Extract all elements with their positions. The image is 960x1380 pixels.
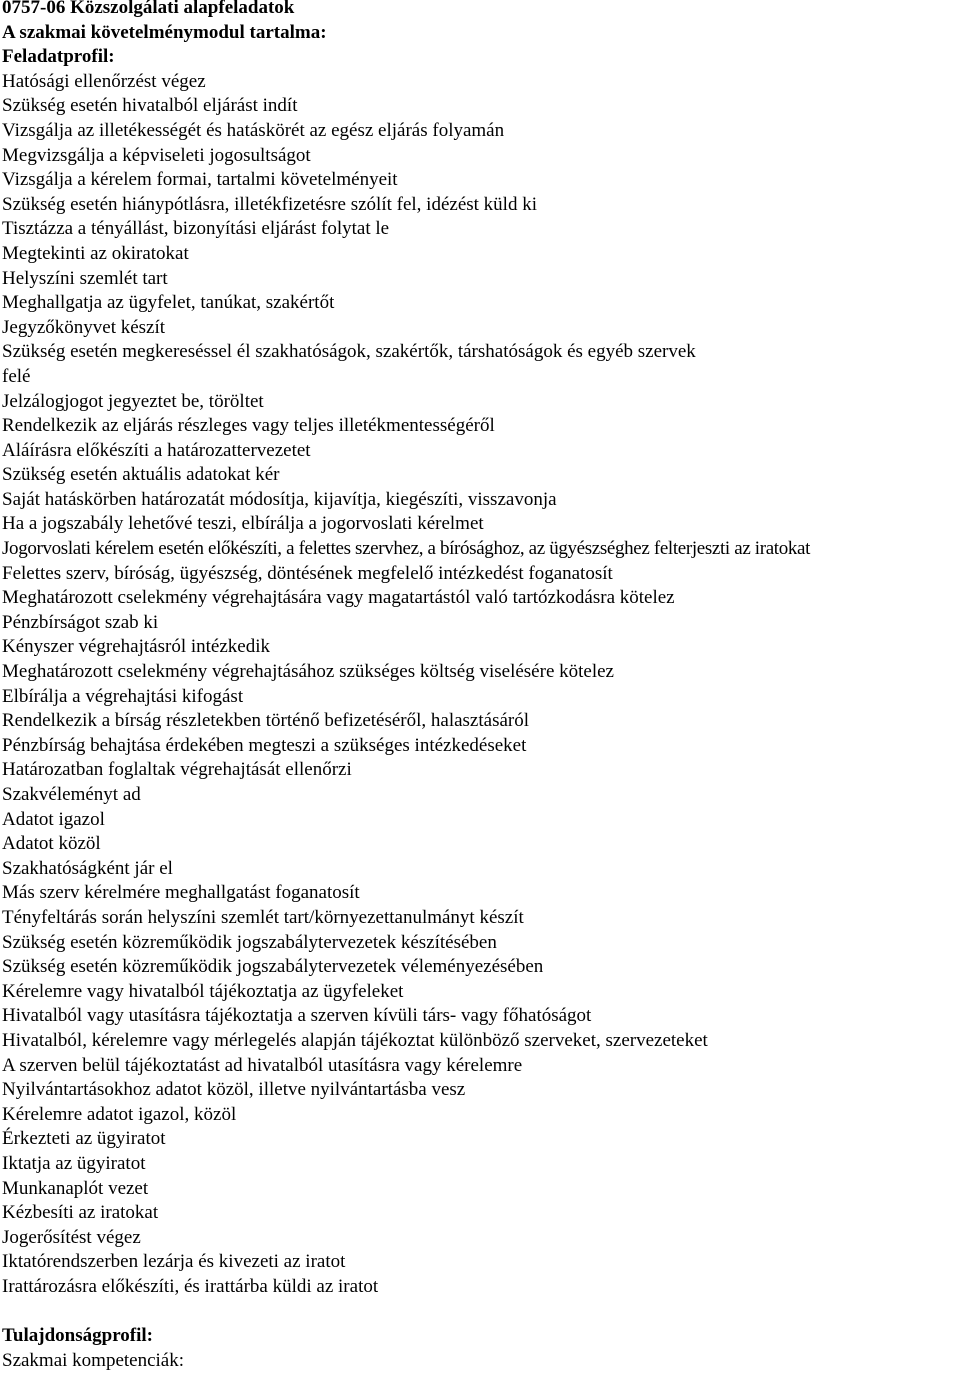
task-item: Hatósági ellenőrzést végez	[2, 70, 206, 92]
task-item: Jegyzőkönyvet készít	[2, 316, 166, 338]
task-item: Határozatban foglaltak végrehajtását ellenőrzi	[2, 759, 352, 781]
task-item: Rendelkezik az eljárás részleges vagy teljes illetékmentességéről	[2, 415, 495, 437]
task-item: Meghatározott cselekmény végrehajtásához szükséges költség viselésére kötelez	[2, 661, 614, 683]
task-list	[2, 70, 958, 1300]
task-item: Szükség esetén hivatalból eljárást indít	[2, 95, 298, 117]
task-item: Kézbesíti az iratokat	[2, 1202, 159, 1224]
task-item: Szükség esetén aktuális adatokat kér	[2, 464, 280, 486]
property-profile-heading: Tulajdonságprofil:	[2, 1325, 153, 1347]
task-item: Kérelemre vagy hivatalból tájékoztatja az ügyfeleket	[2, 980, 404, 1002]
task-item: Elbírálja a végrehajtási kifogást	[2, 685, 244, 707]
task-item: Adatot közöl	[2, 833, 101, 855]
task-item: Jogerősítést végez	[2, 1226, 141, 1248]
task-item: Jelzálogjogot jegyeztet be, töröltet	[2, 390, 264, 412]
task-item: Tisztázza a tényállást, bizonyítási eljárást folytat le	[2, 218, 390, 240]
module-title: 0757-06 Közszolgálati alapfeladatok	[2, 0, 295, 18]
module-content-heading: A szakmai követelménymodul tartalma:	[2, 21, 327, 43]
task-item: Hivatalból, kérelemre vagy mérlegelés alapján tájékoztat különböző szerveket, szervezeteket	[2, 1029, 708, 1051]
task-item: Munkanaplót vezet	[2, 1177, 149, 1199]
task-item: Más szerv kérelmére meghallgatást foganatosít	[2, 882, 360, 904]
task-item: Szakhatóságként jár el	[2, 857, 173, 879]
task-item: Érkezteti az ügyiratot	[2, 1128, 166, 1150]
task-item: Tényfeltárás során helyszíni szemlét tart/környezettanulmányt készít	[2, 906, 524, 928]
task-item: Hivatalból vagy utasításra tájékoztatja a szerven kívüli társ- vagy főhatóságot	[2, 1005, 592, 1027]
task-item: Nyilvántartásokhoz adatot közöl, illetve nyilvántartásba vesz	[2, 1079, 466, 1101]
task-item: Szakvéleményt ad	[2, 784, 141, 805]
task-item: Saját hatáskörben határozatát módosítja, kijavítja, kiegészíti, visszavonja	[2, 488, 557, 510]
task-item: Szükség esetén hiánypótlásra, illetékfizetésre szólít fel, idézést küld ki	[2, 193, 537, 215]
task-item: Adatot igazol	[2, 808, 105, 830]
task-item: Rendelkezik a bírság részletekben történő befizetéséről, halasztásáról	[2, 710, 530, 732]
task-item: Szükség esetén közreműködik jogszabálytervezetek készítésében	[2, 931, 497, 953]
task-item: Pénzbírság behajtása érdekében megteszi a szükséges intézkedéseket	[2, 734, 527, 756]
task-item: Meghallgatja az ügyfelet, tanúkat, szakértőt	[2, 292, 335, 314]
task-item: Szükség esetén megkereséssel él szakhatóságok, szakértők, társhatóságok és egyéb szervek	[2, 341, 696, 363]
task-item: Iktatórendszerben lezárja és kivezeti az iratot	[2, 1251, 346, 1273]
task-item: Felettes szerv, bíróság, ügyészség, döntésének megfelelő intézkedést foganatosít	[2, 562, 613, 584]
task-item: Helyszíni szemlét tart	[2, 267, 168, 289]
task-item: Jogorvoslati kérelem esetén előkészíti, a felettes szervhez, a bírósághoz, az ügyészséghez felterjeszti az iratokat	[2, 538, 811, 560]
task-item: Szükség esetén közreműködik jogszabálytervezetek véleményezésében	[2, 956, 544, 978]
task-item: Vizsgálja a kérelem formai, tartalmi követelményeit	[2, 169, 398, 191]
task-profile-heading: Feladatprofil:	[2, 46, 115, 68]
document-page	[2, 0, 958, 1373]
blank-line	[2, 1299, 958, 1324]
professional-competences-label: Szakmai kompetenciák:	[2, 1349, 185, 1371]
task-item: Megvizsgálja a képviseleti jogosultságot	[2, 144, 311, 166]
task-item: Ha a jogszabály lehetővé teszi, elbírálja a jogorvoslati kérelmet	[2, 513, 484, 535]
task-item: A szerven belül tájékoztatást ad hivatalból utasításra vagy kérelemre	[2, 1054, 523, 1076]
task-item: Kérelemre adatot igazol, közöl	[2, 1103, 237, 1125]
task-item: Kényszer végrehajtásról intézkedik	[2, 636, 270, 658]
task-item: Meghatározott cselekmény végrehajtására vagy magatartástól való tartózkodásra kötelez	[2, 587, 675, 609]
task-item-continuation: felé	[2, 365, 31, 387]
task-item: Megtekinti az okiratokat	[2, 242, 189, 264]
task-item: Pénzbírságot szab ki	[2, 611, 159, 633]
task-item: Iktatja az ügyiratot	[2, 1152, 146, 1174]
task-item: Aláírásra előkészíti a határozattervezetet	[2, 439, 311, 461]
task-item: Irattározásra előkészíti, és irattárba küldi az iratot	[2, 1275, 379, 1297]
task-item: Vizsgálja az illetékességét és hatáskörét az egész eljárás folyamán	[2, 119, 505, 141]
